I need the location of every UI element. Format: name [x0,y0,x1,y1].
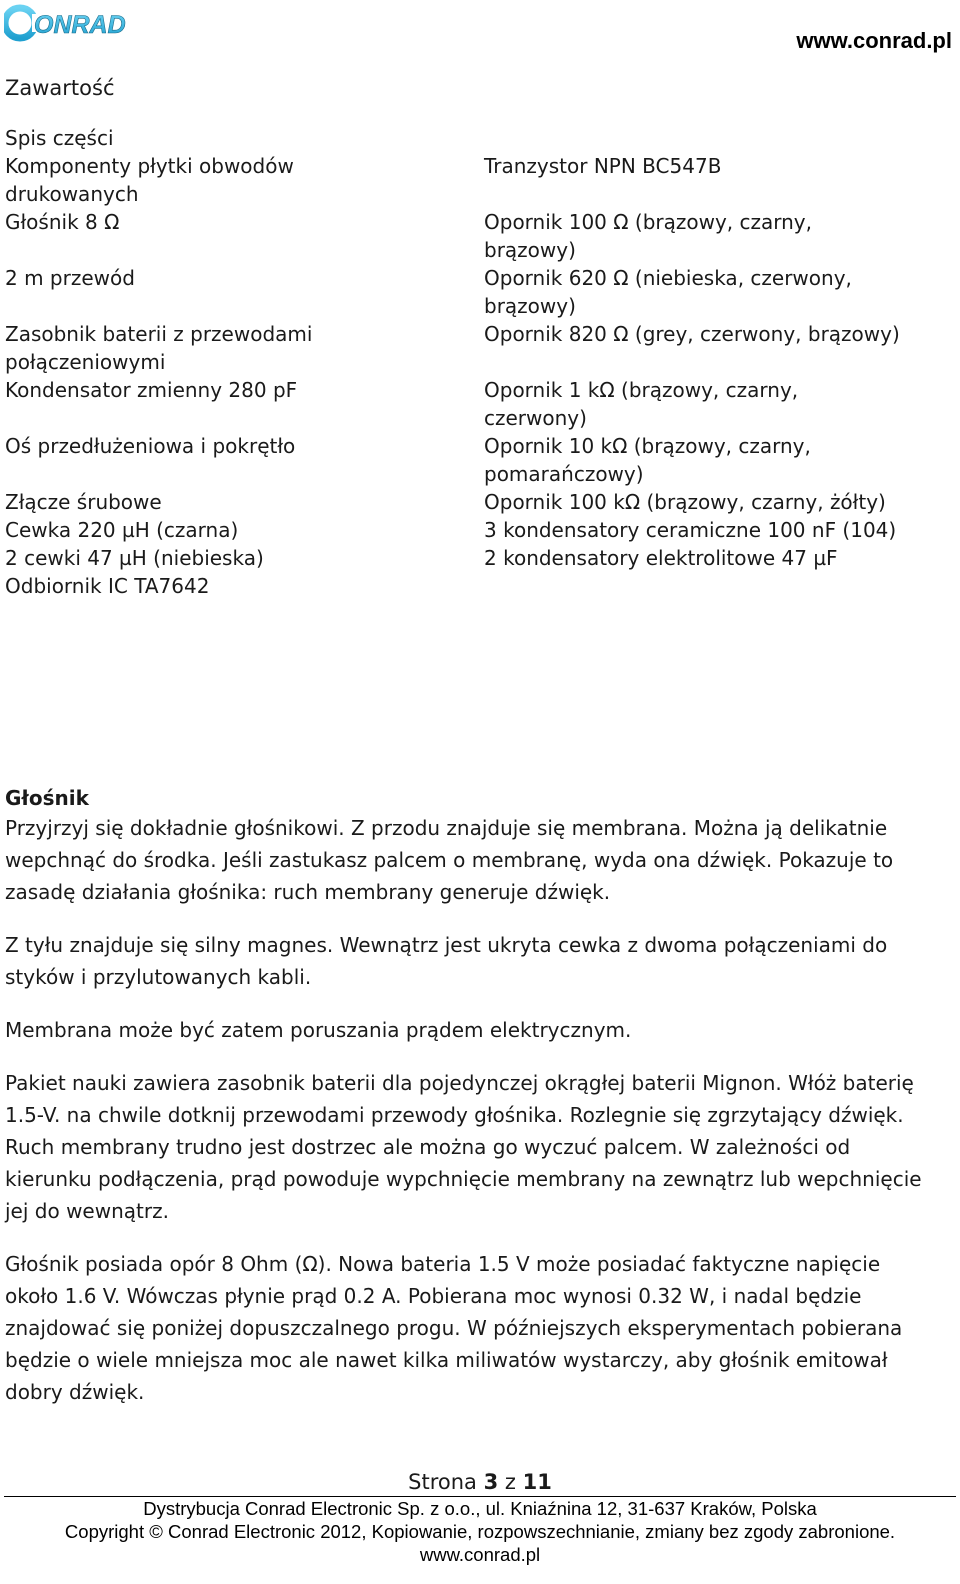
footer-distributor: Dystrybucja Conrad Electronic Sp. z o.o., ul. Kniaźnina 12, 31-637 Kraków, Polska [143,1498,817,1519]
parts-item: Opornik 620 Ω (niebieska, czerwony, [484,266,852,290]
parts-item: Odbiornik IC TA7642 [5,574,210,598]
page-prefix: Strona [408,1470,484,1494]
parts-item: Opornik 10 kΩ (brązowy, czarny, [484,434,811,458]
spacer [5,404,355,432]
spacer [484,124,954,152]
parts-item: Tranzystor NPN BC547B [484,154,722,178]
site-url[interactable]: www.conrad.pl [796,28,952,53]
page-footer [0,1468,960,1566]
parts-title: Spis części [5,126,114,150]
spacer [484,180,954,208]
parts-item: Zasobnik baterii z przewodami [5,322,313,346]
parts-item: Opornik 100 Ω (brązowy, czarny, [484,210,812,234]
speaker-heading: Głośnik [5,786,89,810]
parts-item: 3 kondensatory ceramiczne 100 nF (104) [484,518,897,542]
parts-item: 2 kondensatory elektrolitowe 47 µF [484,546,838,570]
parts-list-left [5,124,355,600]
parts-list-right [484,124,954,572]
parts-item: Złącze śrubowe [5,490,162,514]
parts-item: połączeniowymi [5,350,166,374]
parts-item: Cewka 220 µH (czarna) [5,518,239,542]
page-number [0,1468,960,1496]
parts-item: Kondensator zmienny 280 pF [5,378,298,402]
parts-item: brązowy) [484,238,576,262]
parts-item: Oś przedłużeniowa i pokrętło [5,434,296,458]
parts-item: brązowy) [484,294,576,318]
page-current: 3 [483,1470,499,1494]
parts-item: Głośnik 8 Ω [5,210,120,234]
spacer [5,236,355,264]
parts-item: Opornik 100 kΩ (brązowy, czarny, żółty) [484,490,886,514]
parts-item: czerwony) [484,406,587,430]
parts-item: pomarańczowy) [484,462,644,486]
page-total: 11 [522,1470,552,1494]
speaker-paragraph: Głośnik posiada opór 8 Ohm (Ω). Nowa bateria 1.5 V może posiadać faktyczne napięcie około 1.6 V. Wówczas płynie prąd 0.2 A. Pobierana moc wynosi 0.32 W, i nadal będzie znajdować się poniżej dopuszczalnego progu. W późniejszych eksperymentach pobierana będzie o wiele mniejsza moc ale nawet kilka miliwatów wystarczy, aby głośnik emitował dobry dźwięk. [5,1252,903,1404]
speaker-paragraph: Pakiet nauki zawiera zasobnik baterii dla pojedynczej okrągłej baterii Mignon. Włóż baterię 1.5-V. na chwile dotknij przewodami przewody głośnika. Rozlegnie się zgrzytający dźwięk. Ruch membrany trudno jest dostrzec ale można go wyczuć palcem. W zależności od kierunku podłączenia, prąd powoduje wypchnięcie membrany na zewnątrz lub wepchnięcie jej do wewnątrz. [5,1071,922,1223]
parts-item: Opornik 1 kΩ (brązowy, czarny, [484,378,799,402]
page-sep: z [498,1470,523,1494]
footer-copyright: Copyright © Conrad Electronic 2012, Kopiowanie, rozpowszechnianie, zmiany bez zgody zabronione. [64,1521,896,1542]
spacer [5,460,355,488]
parts-item: drukowanych [5,182,139,206]
svg-text:ONRAD: ONRAD [34,11,126,39]
spacer [484,348,954,376]
section-title: Zawartość [5,76,115,100]
speaker-section [5,784,935,1429]
conrad-logo [4,2,154,42]
spacer [5,292,355,320]
parts-item: 2 cewki 47 µH (niebieska) [5,546,264,570]
speaker-paragraph: Z tyłu znajduje się silny magnes. Wewnątrz jest ukryta cewka z dwoma połączeniami do styków i przylutowanych kabli. [5,933,888,989]
footer-url[interactable]: www.conrad.pl [419,1544,541,1565]
speaker-paragraph: Przyjrzyj się dokładnie głośnikowi. Z przodu znajduje się membrana. Można ją delikatnie wepchnąć do środka. Jeśli zastukasz palcem o membranę, wyda ona dźwięk. Pokazuje to zasadę działania głośnika: ruch membrany generuje dźwięk. [5,816,894,904]
parts-item: 2 m przewód [5,266,135,290]
parts-item: Opornik 820 Ω (grey, czerwony, brązowy) [484,322,900,346]
speaker-paragraph: Membrana może być zatem poruszania prądem elektrycznym. [5,1018,632,1042]
parts-item: Komponenty płytki obwodów [5,154,294,178]
